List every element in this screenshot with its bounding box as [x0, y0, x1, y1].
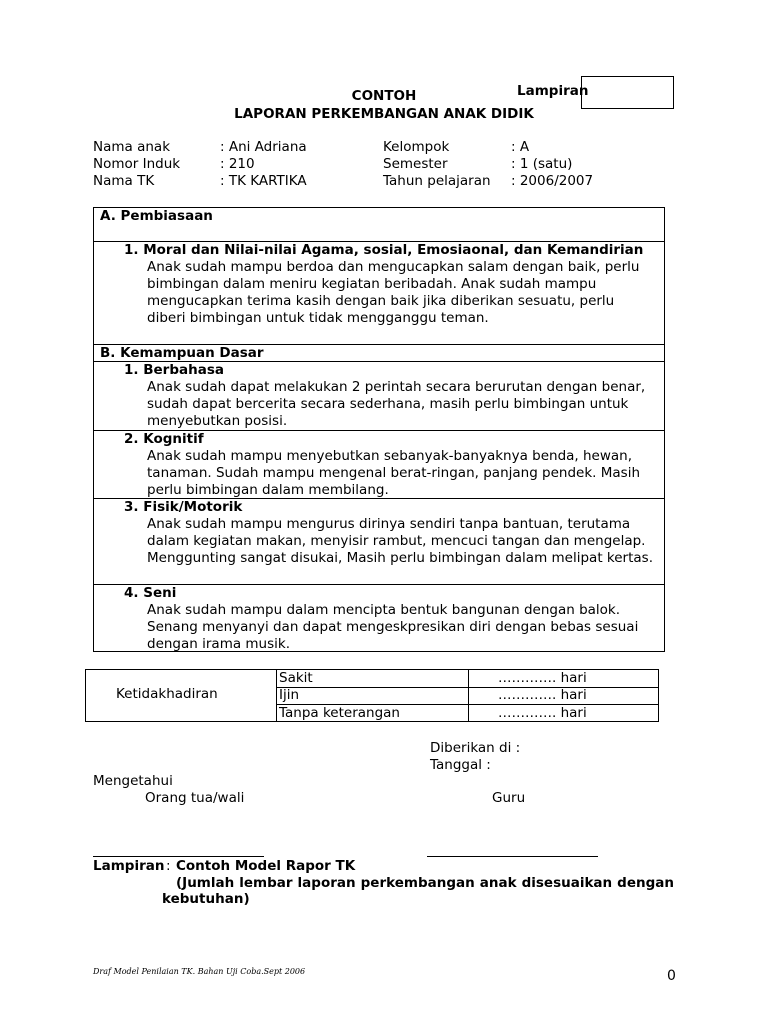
absence-label: Ketidakhadiran [116, 686, 218, 702]
berbahasa-title: 1. Berbahasa [124, 362, 224, 378]
section-b-heading: B. Kemampuan Dasar [100, 345, 264, 361]
teacher-signature-line [427, 856, 598, 857]
parent-signature-line [93, 856, 264, 857]
tahun-pelajaran-value: : 2006/2007 [511, 173, 594, 189]
note-label: Lampiran [93, 858, 165, 874]
absence-type-ijin: Ijin [279, 687, 300, 703]
kognitif-title: 2. Kognitif [124, 431, 204, 447]
divider [276, 670, 277, 721]
absence-value-tanpa-keterangan: …………. hari [498, 705, 587, 721]
lampiran-label: Lampiran [517, 83, 589, 99]
nama-anak-value: : Ani Adriana [220, 139, 307, 155]
berbahasa-text: Anak sudah dapat melakukan 2 perintah secara berurutan dengan benar, sudah dapat bercerita secara sederhana, masih perlu bimbingan untuk menyebutkan posisi. [147, 379, 646, 429]
absence-table [85, 669, 659, 722]
diberikan-di-label: Diberikan di : [430, 740, 521, 756]
fisik-motorik-title: 3. Fisik/Motorik [124, 499, 243, 515]
note-text-line2: kebutuhan) [162, 891, 250, 907]
fisik-motorik-text: Anak sudah mampu mengurus dirinya sendiri tanpa bantuan, terutama dalam kegiatan makan, menyisir rambut, mencuci tangan dan mengelap. Menggunting sangat disukai, Masih perlu bimbingan dalam melipat kertas. [147, 516, 653, 566]
semester-label: Semester [383, 156, 448, 172]
note-title: Contoh Model Rapor TK [176, 858, 356, 874]
absence-value-ijin: …………. hari [498, 687, 587, 703]
orang-tua-label: Orang tua/wali [145, 790, 245, 806]
nama-tk-value: : TK KARTIKA [220, 173, 307, 189]
divider [468, 670, 469, 721]
section-a-item-title: 1. Moral dan Nilai-nilai Agama, sosial, Emosiaonal, dan Kemandirian [124, 242, 644, 258]
seni-title: 4. Seni [124, 585, 177, 601]
nama-anak-label: Nama anak [93, 139, 171, 155]
nomor-induk-label: Nomor Induk [93, 156, 181, 172]
nama-tk-label: Nama TK [93, 173, 155, 189]
tanggal-label: Tanggal : [430, 757, 491, 773]
kelompok-label: Kelompok [383, 139, 450, 155]
note-colon: : [166, 858, 171, 874]
section-a-heading: A. Pembiasaan [100, 208, 213, 224]
absence-value-sakit: …………. hari [498, 670, 587, 686]
document-title: LAPORAN PERKEMBANGAN ANAK DIDIK [234, 106, 534, 122]
document-title-contoh: CONTOH [351, 88, 417, 104]
seni-text: Anak sudah mampu dalam mencipta bentuk bangunan dengan balok. Senang menyanyi dan dapat mengeskpresikan diri dengan bebas sesuai dengan irama musik. [147, 602, 639, 652]
divider [276, 687, 658, 688]
report-table [93, 207, 665, 652]
page-number: 0 [667, 968, 676, 984]
semester-value: : 1 (satu) [511, 156, 573, 172]
kognitif-text: Anak sudah mampu menyebutkan sebanyak-banyaknya benda, hewan, tanaman. Sudah mampu mengenal berat-ringan, panjang pendek. Masih perlu bimbingan dalam membilang. [147, 448, 641, 498]
section-a-item-text: Anak sudah mampu berdoa dan mengucapkan salam dengan baik, perlu bimbingan dalam meniru kegiatan beribadah. Anak sudah mampu mengucapkan terima kasih dengan baik jika diberikan sesuatu, perlu diberi bimbingan untuk tidak mengganggu teman. [147, 259, 640, 326]
tahun-pelajaran-label: Tahun pelajaran [383, 173, 491, 189]
nomor-induk-value: : 210 [220, 156, 255, 172]
guru-label: Guru [492, 790, 526, 806]
absence-type-tanpa-keterangan: Tanpa keterangan [279, 705, 400, 721]
divider [94, 584, 664, 585]
footer-text: Draf Model Penilaian TK. Bahan Uji Coba.Sept 2006 [93, 967, 306, 976]
note-text-line1: (Jumlah lembar laporan perkembangan anak disesuaikan dengan [176, 875, 674, 891]
kelompok-value: : A [511, 139, 530, 155]
mengetahui-label: Mengetahui [93, 773, 173, 789]
absence-type-sakit: Sakit [279, 670, 313, 686]
